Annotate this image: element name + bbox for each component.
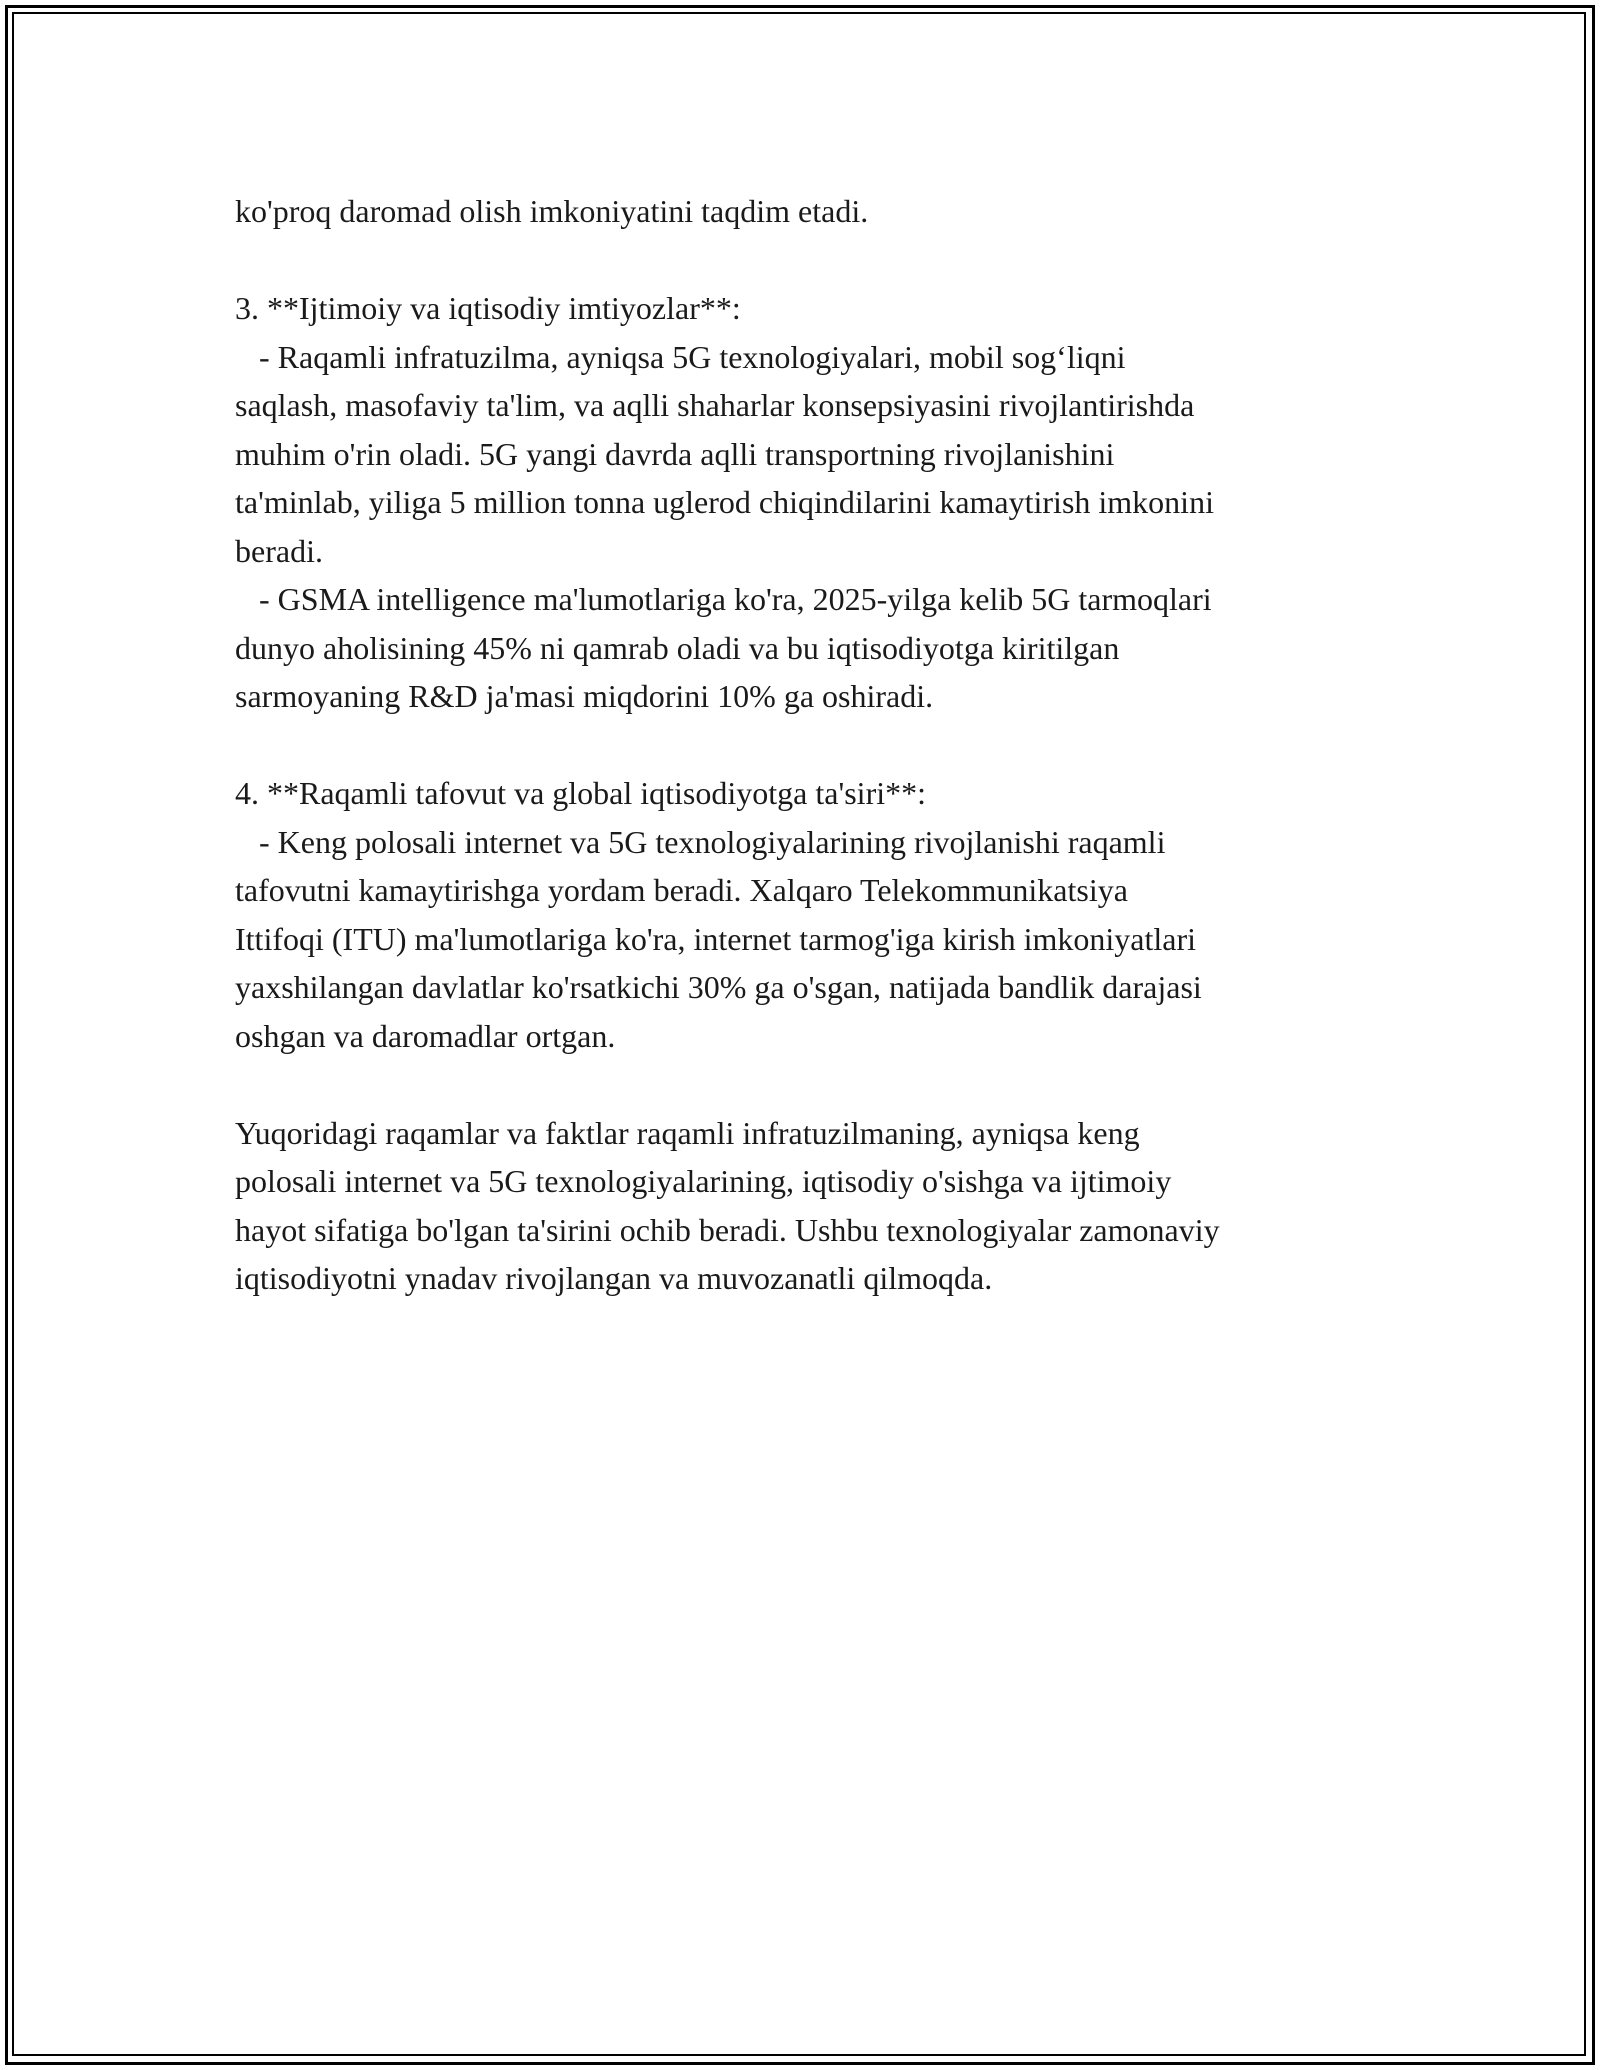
text-line: Ittifoqi (ITU) ma'lumotlariga ko'ra, internet tarmog'iga kirish imkoniyatlari bbox=[235, 920, 1197, 957]
text-line: saqlash, masofaviy ta'lim, va aqlli shaharlar konsepsiyasini rivojlantirishda bbox=[235, 387, 1195, 423]
text-line: sarmoyaning R&D ja'masi miqdorini 10% ga oshiradi. bbox=[235, 678, 934, 714]
text-line: tafovutni kamaytirishga yordam beradi. Xalqaro Telekommunikatsiya bbox=[235, 872, 1128, 908]
text-line: - GSMA intelligence ma'lumotlariga ko'ra, 2025-yilga kelib 5G tarmoqlari bbox=[235, 581, 1212, 617]
text-line: iqtisodiyotni ynadav rivojlangan va muvozanatli qilmoqda. bbox=[235, 1260, 993, 1296]
paragraph-section-3 bbox=[235, 284, 1415, 721]
text-line: oshgan va daromadlar ortgan. bbox=[235, 1017, 616, 1054]
text-line: yaxshilangan davlatlar ko'rsatkichi 30% ga o'sgan, natijada bandlik darajasi bbox=[235, 969, 1202, 1005]
paragraph-spacer bbox=[235, 1060, 1415, 1109]
paragraph-intro-fragment bbox=[235, 187, 1415, 236]
document-body bbox=[235, 187, 1415, 1303]
text-line: - Keng polosali internet va 5G texnologiyalarining rivojlanishi raqamli bbox=[235, 823, 1166, 860]
text-line: hayot sifatiga bo'lgan ta'sirini ochib beradi. Ushbu texnologiyalar zamonaviy bbox=[235, 1211, 1220, 1248]
paragraph-spacer bbox=[235, 721, 1415, 770]
text-line: beradi. bbox=[235, 532, 323, 569]
text-line: Yuqoridagi raqamlar va faktlar raqamli infratuzilmaning, ayniqsa keng bbox=[235, 1114, 1140, 1151]
text-line: 4. **Raqamli tafovut va global iqtisodiyotga ta'siri**: bbox=[235, 775, 926, 811]
text-line: ko'proq daromad olish imkoniyatini taqdim etadi. bbox=[235, 193, 869, 229]
text-line: dunyo aholisining 45% ni qamrab oladi va bu iqtisodiyotga kiritilgan bbox=[235, 629, 1120, 666]
text-line: polosali internet va 5G texnologiyalarining, iqtisodiy o'sishga va ijtimoiy bbox=[235, 1163, 1172, 1199]
paragraph-spacer bbox=[235, 236, 1415, 285]
text-line: - Raqamli infratuzilma, ayniqsa 5G texnologiyalari, mobil sog‘liqni bbox=[235, 338, 1126, 375]
text-line: muhim o'rin oladi. 5G yangi davrda aqlli transportning rivojlanishini bbox=[235, 435, 1115, 472]
text-line: 3. **Ijtimoiy va iqtisodiy imtiyozlar**: bbox=[235, 290, 741, 326]
paragraph-conclusion bbox=[235, 1109, 1415, 1303]
paragraph-section-4 bbox=[235, 769, 1415, 1060]
text-line: ta'minlab, yiliga 5 million tonna uglerod chiqindilarini kamaytirish imkonini bbox=[235, 484, 1214, 520]
